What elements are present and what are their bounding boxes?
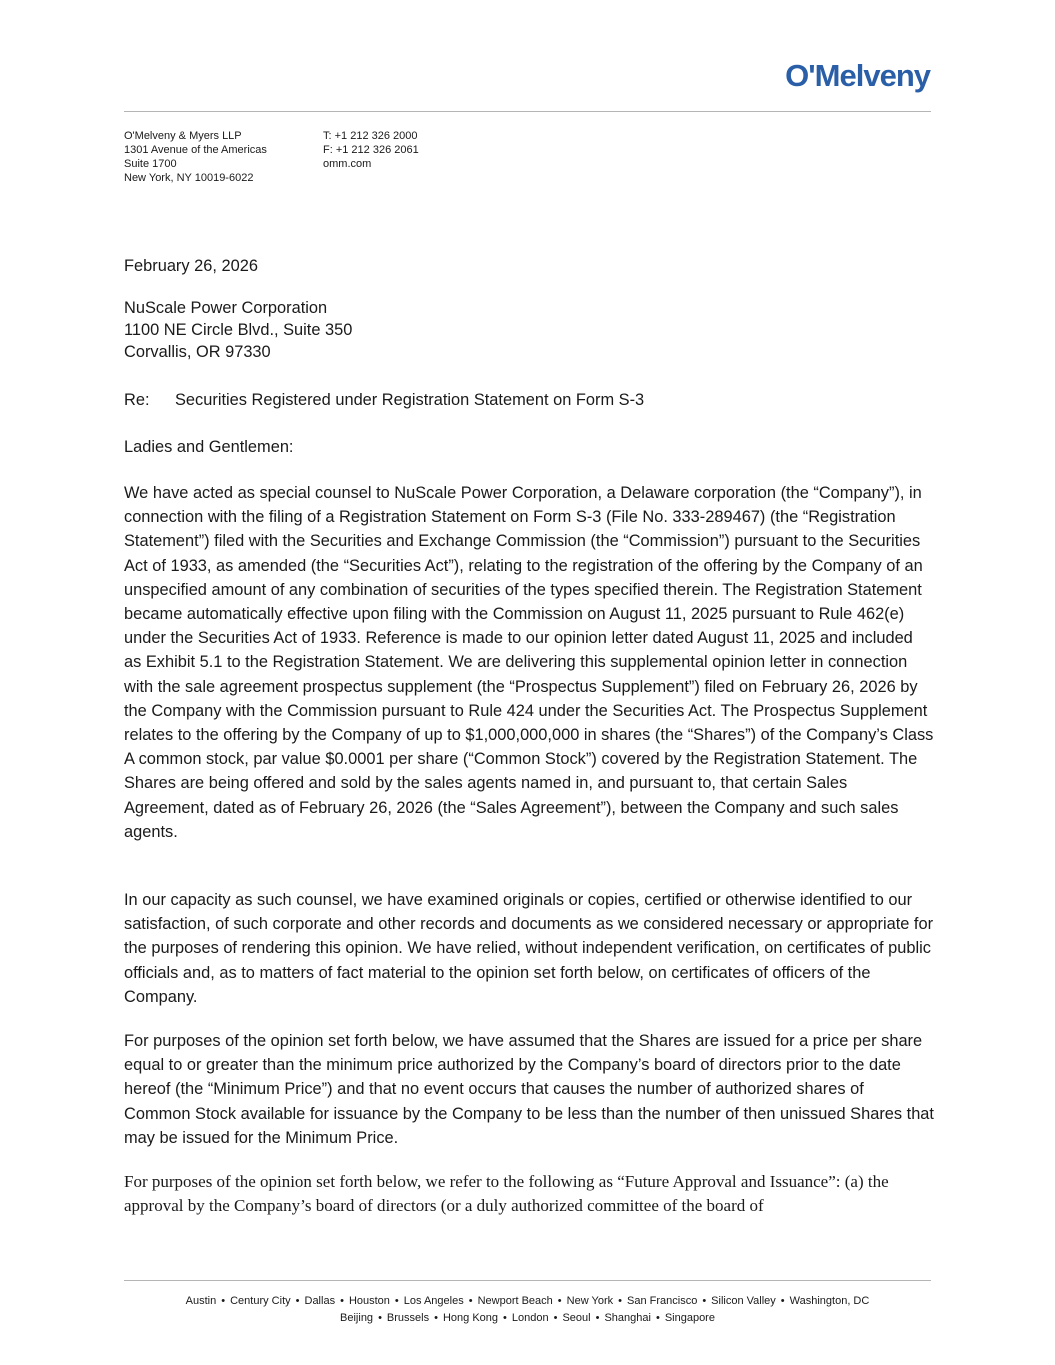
separator-dot: • bbox=[557, 1295, 562, 1307]
separator-dot: • bbox=[655, 1312, 660, 1324]
office-city: London bbox=[511, 1312, 549, 1324]
office-city: Hong Kong bbox=[442, 1312, 499, 1324]
subject-line bbox=[124, 388, 934, 412]
separator-dot: • bbox=[595, 1312, 600, 1324]
re-subject: Securities Registered under Registration Statement on Form S-3 bbox=[175, 391, 645, 409]
office-city: Shanghai bbox=[604, 1312, 651, 1324]
body-paragraph: We have acted as special counsel to NuScale Power Corporation, a Delaware corporation (the “Company”), in connection with the filing of a Registration Statement on Form S-3 (File No. 333-289467) (the “Registration Statement”) filed with the Securities and Exchange Commission (the “Commission”) pursuant to the Securities Act of 1933, as amended (the “Securities Act”), relating to the registration of the offering by the Company of an unspecified amount of any combination of securities of the types specified therein. The Registration Statement became automatically effective upon filing with the Commission on August 11, 2025 pursuant to Rule 462(e) under the Securities Act of 1933. Reference is made to our opinion letter dated August 11, 2025 and included as Exhibit 5.1 to the Registration Statement. We are delivering this supplemental opinion letter in connection with the sale agreement prospectus supplement (the “Prospectus Supplement”) filed on February 26, 2026 by the Company with the Commission pursuant to Rule 424 under the Securities Act. The Prospectus Supplement relates to the offering by the Company of up to $1,000,000,000 in shares (the “Shares”) of the Company’s Class A common stock, par value $0.0001 per share (“Common Stock”) covered by the Registration Statement. The Shares are being offered and sold by the sales agents named in, and pursuant to, that certain Sales Agreement, dated as of February 26, 2026 (the “Sales Agreement”), between the Company and such sales agents. bbox=[124, 484, 934, 841]
separator-dot: • bbox=[221, 1295, 226, 1307]
address-line: 1301 Avenue of the Americas bbox=[124, 144, 267, 156]
body-paragraph: In our capacity as such counsel, we have examined originals or copies, certified or otherwise identified to our satisfaction, of such corporate and other records and documents as we considered necessary or appropriate for the purposes of rendering this opinion. We have relied, without independent verification, on certificates of public officials and, as to matters of fact material to the opinion set forth below, on certificates of officers of the Company. bbox=[124, 891, 934, 1006]
header-divider bbox=[124, 111, 931, 112]
body-paragraph: For purposes of the opinion set forth below, we refer to the following as “Future Approval and Issuance”: (a) the approval by the Company’s board of directors (or a duly authorized committee of the board of bbox=[124, 1172, 889, 1216]
address-line: Suite 1700 bbox=[124, 158, 177, 170]
recipient-line: Corvallis, OR 97330 bbox=[124, 343, 271, 361]
office-city: Silicon Valley bbox=[711, 1295, 776, 1307]
separator-dot: • bbox=[618, 1295, 622, 1307]
office-city: Century City bbox=[230, 1295, 291, 1307]
separator-dot: • bbox=[434, 1312, 438, 1324]
office-city: Seoul bbox=[562, 1312, 591, 1324]
separator-dot: • bbox=[340, 1295, 344, 1307]
separator-dot: • bbox=[553, 1312, 558, 1324]
phone-number: T: +1 212 326 2000 bbox=[323, 130, 418, 142]
office-city: Austin bbox=[185, 1295, 217, 1307]
recipient-block bbox=[124, 297, 934, 363]
separator-dot: • bbox=[378, 1312, 382, 1324]
firm-address-block bbox=[124, 129, 267, 185]
recipient-line: 1100 NE Circle Blvd., Suite 350 bbox=[124, 321, 353, 339]
office-city: Singapore bbox=[664, 1312, 715, 1324]
separator-dot: • bbox=[702, 1295, 707, 1307]
office-list-primary bbox=[124, 1293, 931, 1310]
office-city: Los Angeles bbox=[403, 1295, 464, 1307]
office-city: Brussels bbox=[386, 1312, 430, 1324]
address-line: New York, NY 10019-6022 bbox=[124, 172, 254, 184]
separator-dot: • bbox=[503, 1312, 507, 1324]
office-city: San Francisco bbox=[627, 1295, 698, 1307]
separator-dot: • bbox=[394, 1295, 399, 1307]
firm-logo: O'Melveny bbox=[785, 58, 930, 93]
address-line: O'Melveny & Myers LLP bbox=[124, 130, 242, 142]
office-city: Dallas bbox=[304, 1295, 336, 1307]
office-city: New York bbox=[566, 1295, 614, 1307]
re-label: Re: bbox=[124, 391, 150, 409]
office-city: Beijing bbox=[340, 1312, 374, 1324]
recipient-line: NuScale Power Corporation bbox=[124, 299, 328, 317]
body-paragraph: For purposes of the opinion set forth below, we have assumed that the Shares are issued for a price per share equal to or greater than the minimum price authorized by the Company’s board of directors prior to the date hereof (the “Minimum Price”) and that no event occurs that causes the number of authorized shares of Common Stock available for issuance by the Company to be less than the number of then unissued Shares that may be issued for the Minimum Price. bbox=[124, 1032, 934, 1147]
firm-contact-block bbox=[323, 129, 419, 171]
separator-dot: • bbox=[295, 1295, 300, 1307]
letter-date: February 26, 2026 bbox=[124, 257, 258, 275]
separator-dot: • bbox=[468, 1295, 473, 1307]
separator-dot: • bbox=[780, 1295, 785, 1307]
office-city: Newport Beach bbox=[477, 1295, 553, 1307]
footer-divider bbox=[124, 1280, 931, 1281]
office-city: Washington, DC bbox=[789, 1295, 870, 1307]
fax-number: F: +1 212 326 2061 bbox=[323, 144, 419, 156]
salutation: Ladies and Gentlemen: bbox=[124, 438, 294, 456]
office-list-secondary bbox=[124, 1310, 931, 1327]
office-city: Houston bbox=[348, 1295, 390, 1307]
website: omm.com bbox=[323, 158, 372, 170]
